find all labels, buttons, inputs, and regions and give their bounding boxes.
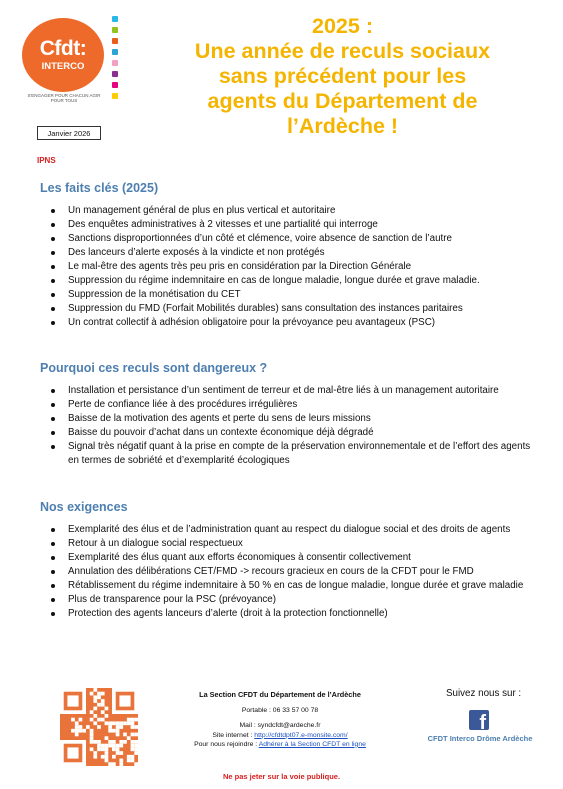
list-item: Rétablissement du régime indemnitaire à 50 % en cas de longue maladie, longue durée et grave maladie [40,579,540,593]
join-link[interactable]: Adhérer à la Section CFDT en ligne [258,740,366,748]
list-item: Un management général de plus en plus vertical et autoritaire [40,204,540,218]
ipns-label: IPNS [37,156,56,165]
footer-org: La Section CFDT du Département de l’Ardèche [199,690,361,699]
logo-sub: INTERCO [41,61,85,73]
list-item: Des lanceurs d’alerte exposés à la vindicte et non protégés [40,246,540,260]
bullet-list [40,384,540,467]
footer-notice: Ne pas jeter sur la voie publique. [222,772,341,781]
logo-brand: Cfdt: [39,37,87,61]
page-title [160,14,525,139]
follow-label: Suivez nous sur : [446,688,522,699]
section-title: Nos exigences [40,500,128,514]
title-line: 2025 : [312,14,373,38]
site-link[interactable]: http://cfdtdpt07.e-monsite.com/ [254,731,348,739]
bullet-list [40,204,540,329]
list-item: Des enquêtes administratives à 2 vitesses et une partialité qui interroge [40,218,540,232]
logo-circle [22,18,104,92]
facebook-glyph: f [479,712,486,730]
facebook-page-label[interactable]: CFDT Interco Drôme Ardèche [427,734,533,743]
list-item: Suppression du régime indemnitaire en cas de longue maladie, longue durée et grave maladie. [40,274,540,288]
title-line: agents du Département de [207,89,478,113]
title-line: Une année de reculs sociaux [194,39,491,63]
section-dangers [40,361,540,468]
logo-dot [112,82,118,88]
logo-dot [112,60,118,66]
logo-dot [112,49,118,55]
logo-dot [112,93,118,99]
date-box: Janvier 2026 [37,126,101,140]
footer-phone: Portable : 06 33 57 00 78 [241,707,319,715]
list-item: Plus de transparence pour la PSC (prévoyance) [40,593,540,607]
list-item: Un contrat collectif à adhésion obligatoire pour la prévoyance peu avantageux (PSC) [40,316,540,330]
section-exigences [40,500,540,621]
footer-join [160,740,400,749]
title-line: l’Ardèche ! [286,114,399,138]
list-item: Signal très négatif quant à la prise en compte de la préservation environnementale et de l’effort des agents en termes de sobriété et d’exemplarité écologiques [40,440,540,467]
list-item: Installation et persistance d’un sentiment de terreur et de mal-être liés à un management autoritaire [40,384,540,398]
qr-code[interactable] [60,688,138,766]
logo-tagline: S'ENGAGER POUR CHACUN AGIR POUR TOUS [27,93,101,104]
list-item: Suppression du FMD (Forfait Mobilités durables) sans consultation des instances paritaires [40,302,540,316]
logo-dot [112,38,118,44]
footer-site [160,731,400,740]
list-item: Annulation des délibérations CET/FMD -> recours gracieux en cours de la CFDT pour le FMD [40,565,540,579]
list-item: Baisse de la motivation des agents et perte du sens de leurs missions [40,412,540,426]
list-item: Le mal-être des agents très peu pris en considération par la Direction Générale [40,260,540,274]
cfdt-interco-logo [22,18,104,104]
logo-color-dots [112,16,120,104]
site-prefix: Site internet : [212,731,255,739]
section-faits-cles [40,181,540,330]
section-title: Les faits clés (2025) [40,181,159,195]
list-item: Sanctions disproportionnées d’un côté et clémence, voire absence de sanction de l’autre [40,232,540,246]
footer-contact [160,690,400,749]
footer-mail: Mail : syndcfdt@ardeche.fr [239,722,321,730]
list-item: Exemplarité des élus quant aux efforts économiques à consentir collectivement [40,551,540,565]
bullet-list [40,523,540,621]
list-item: Baisse du pouvoir d’achat dans un contexte économique déjà dégradé [40,426,540,440]
logo-dot [112,16,118,22]
logo-dot [112,71,118,77]
facebook-icon[interactable] [469,710,489,730]
list-item: Suppression de la monétisation du CET [40,288,540,302]
list-item: Exemplarité des élus et de l’administration quant au respect du dialogue social et des droits de agents [40,523,540,537]
list-item: Retour à un dialogue social respectueux [40,537,540,551]
join-prefix: Pour nous rejoindre : [194,740,259,748]
logo-dot [112,27,118,33]
section-title: Pourquoi ces reculs sont dangereux ? [40,361,268,375]
list-item: Protection des agents lanceurs d’alerte (droit à la protection fonctionnelle) [40,607,540,621]
title-line: sans précédent pour les [218,64,467,88]
qr-code-icon [60,688,138,766]
list-item: Perte de confiance liée à des procédures irrégulières [40,398,540,412]
